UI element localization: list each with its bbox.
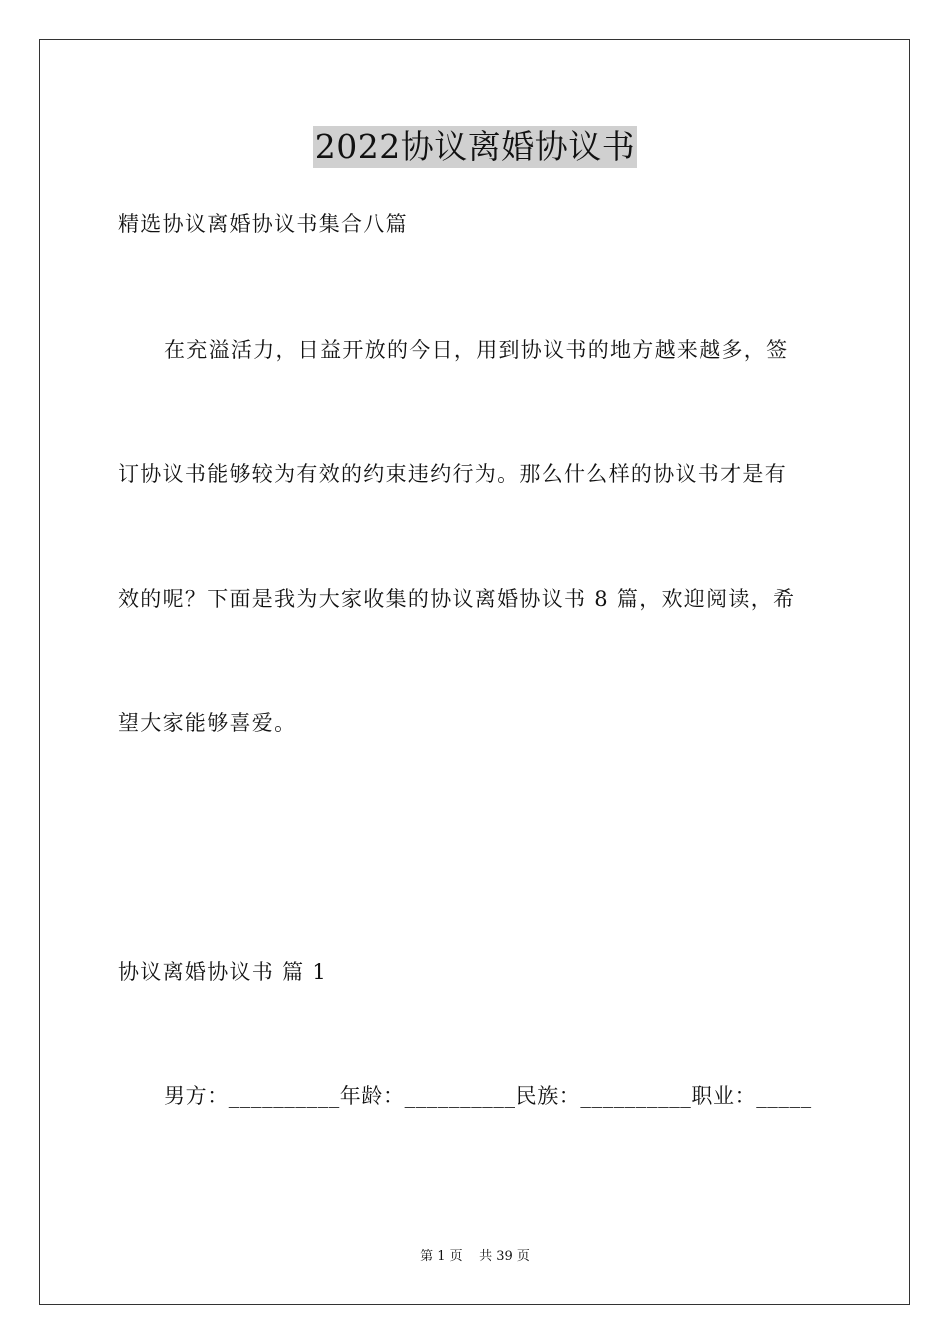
document-subtitle: 精选协议离婚协议书集合八篇	[118, 212, 408, 236]
document-title: 2022协议离婚协议书	[314, 127, 636, 166]
section-heading: 协议离婚协议书 篇 1	[118, 960, 328, 984]
intro-line-3: 效的呢？下面是我为大家收集的协议离婚协议书 8 篇，欢迎阅读，希	[118, 587, 796, 611]
intro-line-1: 在充溢活力，日益开放的今日，用到协议书的地方越来越多，签	[164, 338, 789, 362]
page-footer: 第 1 页 共 39 页	[420, 1249, 530, 1264]
title-container	[0, 126, 950, 168]
intro-line-2: 订协议书能够较为有效的约束违约行为。那么什么样的协议书才是有	[118, 462, 787, 486]
intro-line-4: 望大家能够喜爱。	[118, 711, 297, 735]
form-line-party-info: 男方：__________年龄：__________民族：__________职业：_____	[164, 1084, 812, 1108]
